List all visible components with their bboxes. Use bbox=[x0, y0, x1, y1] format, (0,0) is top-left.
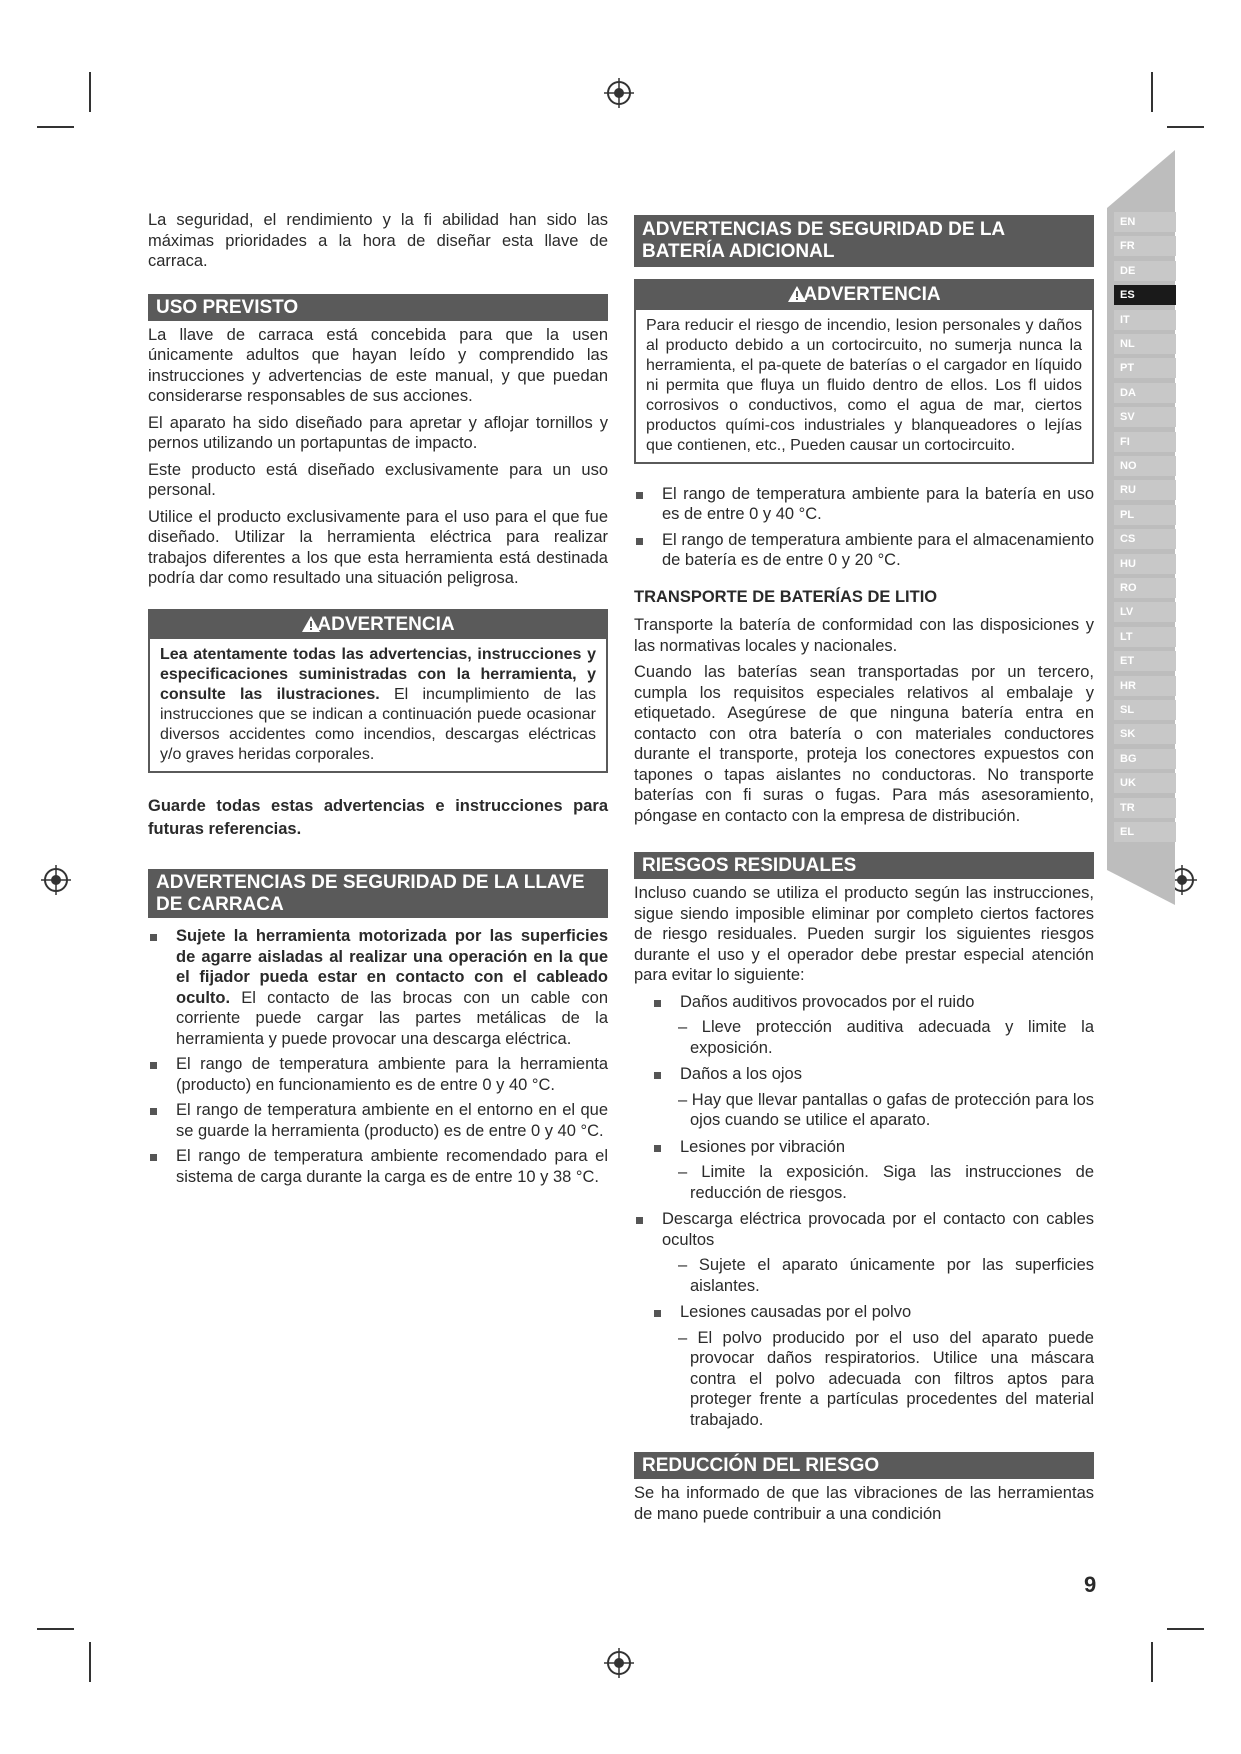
crop-mark bbox=[37, 1628, 74, 1630]
paragraph: La llave de carraca está concebida para que la usen únicamente adultos que hayan leído y comprendido las instrucciones y advertencias de este manual, y que puedan considerarse responsables de sus acciones. bbox=[148, 325, 608, 405]
dash-item: – El polvo producido por el uso del aparato puede provocar daños respiratorios. Utilice una máscara contra el polvo adecuada con filtros aptos para proteger frente a partículas procedentes del material trabajado. bbox=[678, 1328, 1094, 1429]
registration-mark-icon bbox=[604, 1648, 634, 1678]
warning-title: ADVERTENCIA bbox=[636, 281, 1092, 310]
bullet-list bbox=[634, 1137, 1094, 1158]
list-item: El rango de temperatura ambiente para la herramienta (producto) en funcionamiento es de entre 0 y 40 °C. bbox=[148, 1054, 608, 1095]
paragraph: Incluso cuando se utiliza el producto según las instrucciones, sigue siendo imposible eliminar por completo ciertos factores de riesgo residuales. Pueden surgir los siguientes riesgos durante el uso y el operador debe prestar especial atención para evitar lo siguiente: bbox=[634, 884, 1094, 984]
warning-title: ADVERTENCIA bbox=[150, 611, 606, 640]
bullet-list bbox=[634, 484, 1094, 571]
language-tab-pt[interactable]: PT bbox=[1114, 358, 1176, 378]
dash-item: – Lleve protección auditiva adecuada y limite la exposición. bbox=[678, 1018, 1094, 1057]
list-item: Sujete la herramienta motorizada por las superficies de agarre aisladas al realizar una operación en la que el fijador pueda estar en contacto con el cableado oculto. El contacto de las brocas con un cable con corriente puede cargar las partes metálicas de la herramienta y puede provocar una descarga eléctrica. bbox=[148, 926, 608, 1049]
language-tab-el[interactable]: EL bbox=[1114, 822, 1176, 842]
list-item: Daños auditivos provocados por el ruido bbox=[652, 992, 1094, 1013]
list-item: Lesiones por vibración bbox=[652, 1137, 1094, 1158]
language-tab-pl[interactable]: PL bbox=[1114, 505, 1176, 525]
list-item: Daños a los ojos bbox=[652, 1064, 1094, 1085]
language-tab-uk[interactable]: UK bbox=[1114, 773, 1176, 793]
language-tab-sv[interactable]: SV bbox=[1114, 407, 1176, 427]
dash-item: – Limite la exposición. Siga las instrucciones de reducción de riesgos. bbox=[678, 1163, 1094, 1202]
registration-mark-icon bbox=[41, 865, 71, 895]
paragraph: El aparato ha sido diseñado para apretar y aflojar tornillos y pernos utilizando un portapuntas de impacto. bbox=[148, 413, 608, 452]
section-header-riesgos: RIESGOS RESIDUALES bbox=[634, 852, 1094, 879]
language-tab-tr[interactable]: TR bbox=[1114, 798, 1176, 818]
language-tab-fr[interactable]: FR bbox=[1114, 236, 1176, 256]
bullet-list bbox=[634, 1209, 1094, 1250]
language-tab-ro[interactable]: RO bbox=[1114, 578, 1176, 598]
crop-mark bbox=[89, 1642, 91, 1682]
language-tab-no[interactable]: NO bbox=[1114, 456, 1176, 476]
language-tab-lt[interactable]: LT bbox=[1114, 627, 1176, 647]
language-tab-de[interactable]: DE bbox=[1114, 261, 1176, 281]
crop-mark bbox=[1167, 1628, 1204, 1630]
language-tab-it[interactable]: IT bbox=[1114, 310, 1176, 330]
list-item: El rango de temperatura ambiente para el almacenamiento de batería es de entre 0 y 20 °C. bbox=[634, 530, 1094, 571]
page-number: 9 bbox=[1084, 1572, 1097, 1597]
save-instructions-text: Guarde todas estas advertencias e instrucciones para futuras referencias. bbox=[148, 797, 608, 838]
crop-mark bbox=[1167, 126, 1204, 128]
intro-text: La seguridad, el rendimiento y la fi abilidad han sido las máximas prioridades a la hora de diseñar esta llave de carraca. bbox=[148, 211, 608, 270]
language-tab-ru[interactable]: RU bbox=[1114, 480, 1176, 500]
registration-mark-icon bbox=[604, 78, 634, 108]
crop-mark bbox=[89, 72, 91, 112]
paragraph: Utilice el producto exclusivamente para el uso para el que fue diseñado. Utilizar la herramienta eléctrica para realizar trabajos diferentes a los que esta herramienta está destinada podría dar como resultado una situación peligrosa. bbox=[148, 507, 608, 587]
list-item: El rango de temperatura ambiente recomendado para el sistema de carga durante la carga es de entre 10 y 38 °C. bbox=[148, 1146, 608, 1187]
paragraph: Transporte la batería de conformidad con las disposiciones y las normativas locales y nacionales. bbox=[634, 616, 1094, 655]
language-tab-bg[interactable]: BG bbox=[1114, 749, 1176, 769]
crop-mark bbox=[1151, 1642, 1153, 1682]
section-header-uso-previsto: USO PREVISTO bbox=[148, 294, 608, 321]
crop-mark bbox=[37, 126, 74, 128]
warning-body: Lea atentamente todas las advertencias, instrucciones y especificaciones suministradas con la herramienta, y consulte las ilustraciones. El incumplimiento de las instrucciones que se indican a continuación puede ocasionar diversos accidentes como incendios, descargas eléctricas y/o graves heridas corporales. bbox=[160, 646, 597, 763]
section-header-bateria: ADVERTENCIAS DE SEGURIDAD DE LA BATERÍA ADICIONAL bbox=[634, 215, 1094, 267]
list-item: El rango de temperatura ambiente en el entorno en el que se guarde la herramienta (producto) es de entre 0 y 40 °C. bbox=[148, 1100, 608, 1141]
section-header-llave: ADVERTENCIAS DE SEGURIDAD DE LA LLAVE DE CARRACA bbox=[148, 869, 608, 918]
language-tab-es[interactable]: ES bbox=[1114, 285, 1176, 305]
language-tab-lv[interactable]: LV bbox=[1114, 602, 1176, 622]
list-item: Descarga eléctrica provocada por el contacto con cables ocultos bbox=[634, 1209, 1094, 1250]
language-tab-et[interactable]: ET bbox=[1114, 651, 1176, 671]
language-tab-sl[interactable]: SL bbox=[1114, 700, 1176, 720]
language-tab-fi[interactable]: FI bbox=[1114, 432, 1176, 452]
list-item: El rango de temperatura ambiente para la batería en uso es de entre 0 y 40 °C. bbox=[634, 484, 1094, 525]
subheading-transporte: TRANSPORTE DE BATERÍAS DE LITIO bbox=[634, 587, 938, 606]
bullet-list bbox=[634, 992, 1094, 1013]
language-tab-da[interactable]: DA bbox=[1114, 383, 1176, 403]
warning-box bbox=[148, 609, 608, 774]
language-tab-hr[interactable]: HR bbox=[1114, 676, 1176, 696]
bullet-list bbox=[148, 926, 608, 1187]
language-tab-sk[interactable]: SK bbox=[1114, 724, 1176, 744]
list-item: Lesiones causadas por el polvo bbox=[652, 1302, 1094, 1323]
bullet-list bbox=[634, 1302, 1094, 1323]
right-column bbox=[634, 215, 1094, 1530]
paragraph: Se ha informado de que las vibraciones de las herramientas de mano puede contribuir a una condición bbox=[634, 1484, 1094, 1523]
paragraph: Este producto está diseñado exclusivamente para un uso personal. bbox=[148, 460, 608, 499]
warning-box bbox=[634, 279, 1094, 464]
language-tab-nl[interactable]: NL bbox=[1114, 334, 1176, 354]
paragraph: Cuando las baterías sean transportadas por un tercero, cumpla los requisitos especiales relativos al embalaje y etiquetado. Asegúrese de que ninguna batería entra en contacto con otra batería o con materiales conductores durante el transporte, proteja los conectores expuestos con tapones o tapas aislantes no conductoras. No transporte baterías con fi suras o fugas. Para más asesoramiento, póngase en contacto con la empresa de distribución. bbox=[634, 663, 1094, 825]
language-tab-en[interactable]: EN bbox=[1114, 212, 1176, 232]
dash-item: – Sujete el aparato únicamente por las superficies aislantes. bbox=[678, 1256, 1094, 1295]
crop-mark bbox=[1151, 72, 1153, 112]
language-tab-cs[interactable]: CS bbox=[1114, 529, 1176, 549]
dash-item: – Hay que llevar pantallas o gafas de protección para los ojos cuando se utilice el aparato. bbox=[678, 1090, 1094, 1129]
language-tab-hu[interactable]: HU bbox=[1114, 554, 1176, 574]
bullet-list bbox=[634, 1064, 1094, 1085]
section-header-reduccion: REDUCCIÓN DEL RIESGO bbox=[634, 1452, 1094, 1479]
left-column bbox=[148, 210, 608, 1193]
warning-body: Para reducir el riesgo de incendio, lesion personales y daños al producto debido a un cortocircuito, no sumerja nunca la herramienta, el pa-quete de baterías o el cargador en líquido ni permita que fluya un fluido dentro de ellos. Los fl uidos corrosivos o conductivos, como el agua de mar, ciertos productos quími-cos industriales y blanqueadores o lejías que contienen, etc., Pueden causar un cortocircuito. bbox=[646, 316, 1082, 454]
